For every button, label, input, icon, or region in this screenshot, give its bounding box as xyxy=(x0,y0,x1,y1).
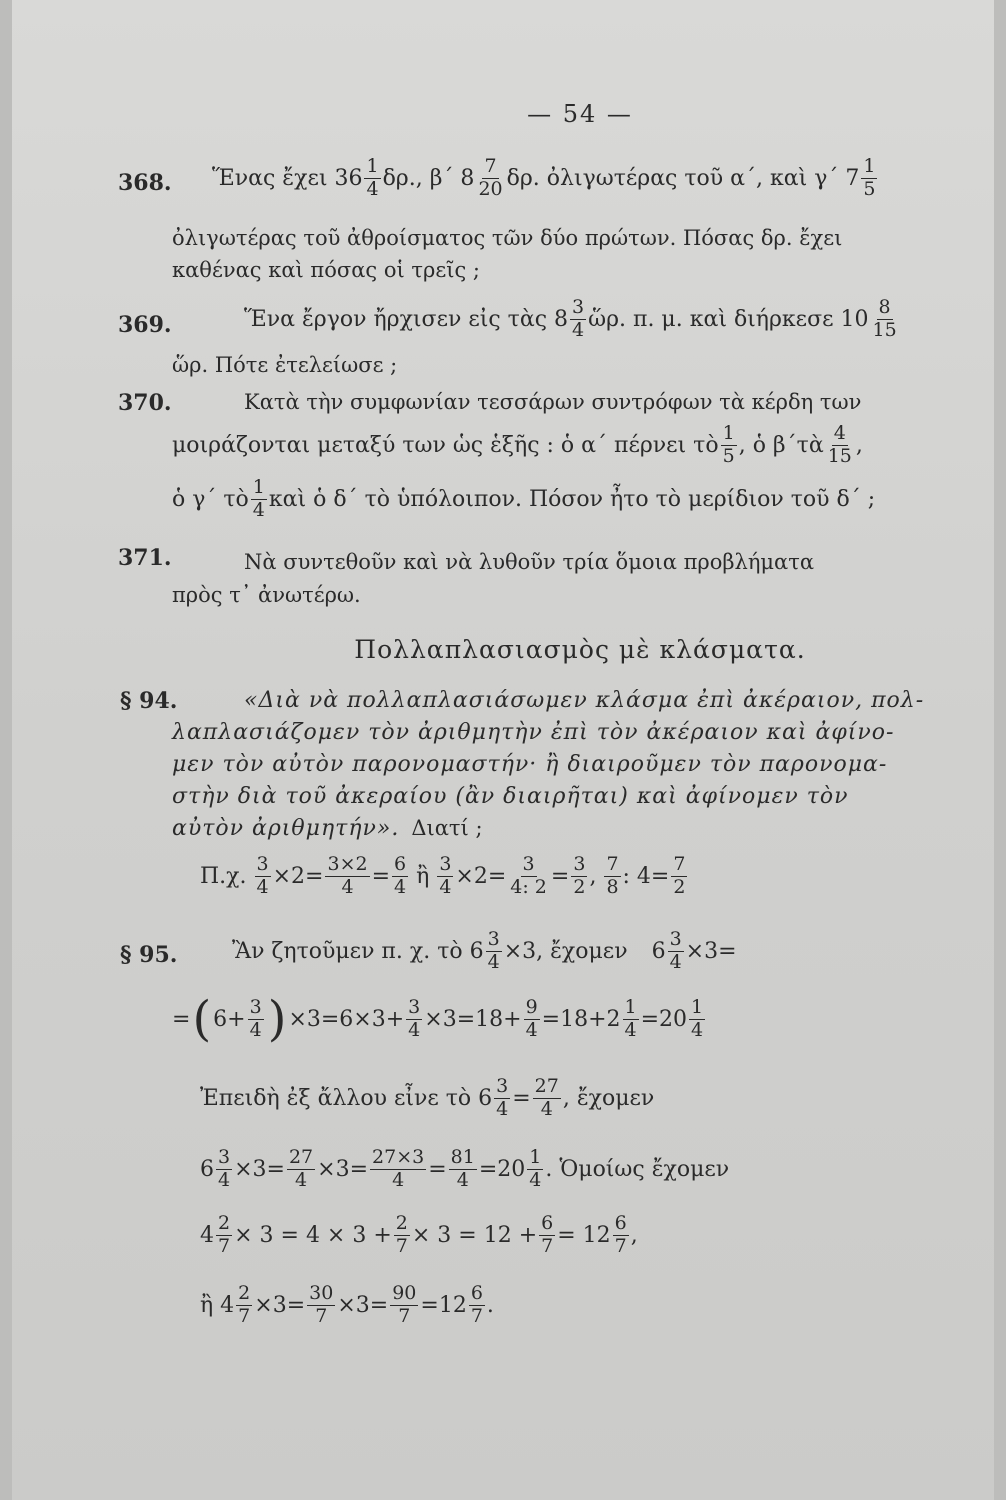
problem-370-line1: Κατὰ τὴν συμφωνίαν τεσσάρων συντρόφων τὰ κέρδη των xyxy=(244,390,862,414)
fraction: $\frac{6}{7}$ xyxy=(470,1282,483,1327)
fraction: $\frac{6}{7}$ xyxy=(614,1212,627,1257)
fraction: $\frac{3}{4}$ xyxy=(487,928,500,973)
section-95-line3: Ἐπειδὴ ἐξ ἄλλου εἶνε τὸ 6 $\frac{3}{4}$ = $\frac{27}{4}$ , ἔχομεν xyxy=(200,1075,655,1120)
fraction: $\frac{27}{4}$ xyxy=(288,1146,314,1191)
fraction: $\frac{3}{4}$ xyxy=(439,853,452,898)
fraction: $\frac{7}{20}$ xyxy=(478,155,503,200)
problem-371-line1: Νὰ συντεθοῦν καὶ νὰ λυθοῦν τρία ὅμοια προβλήματα xyxy=(244,550,815,574)
fraction: $\frac{1}{5}$ xyxy=(722,422,735,467)
problem-368-number: 368. xyxy=(118,170,172,196)
fraction: $\frac{9}{4}$ xyxy=(525,996,538,1041)
fraction: $\frac{6}{7}$ xyxy=(541,1212,554,1257)
fraction: $\frac{1}{5}$ xyxy=(863,155,876,200)
section-95-number: § 95. xyxy=(120,942,178,968)
problem-371-number: 371. xyxy=(118,545,172,571)
fraction: $\frac{90}{7}$ xyxy=(392,1282,417,1327)
fraction: $\frac{2}{7}$ xyxy=(218,1212,231,1257)
rule-line-2: λαπλασιάζομεν τὸν ἀριθμητὴν ἐπὶ τὸν ἀκέραιον καὶ ἀφίνο- xyxy=(172,720,895,745)
section-heading: Πολλαπλασιασμὸς μὲ κλάσματα. xyxy=(354,635,806,664)
problem-370-line3: ὁ γ΄ τὸ $\frac{1}{4}$ καὶ ὁ δ΄ τὸ ὑπόλοιπον. Πόσον ἦτο τὸ μερίδιον τοῦ δ΄ ; xyxy=(172,476,876,521)
fraction: $\frac{3\times 2}{4}$ xyxy=(327,853,368,898)
section-95-line4: 6 $\frac{3}{4}$ ×3= $\frac{27}{4}$ ×3= $\frac{27\times 3}{4}$ = $\frac{81}{4}$ =20 $\frac{1}{4}$ . Ὁμοίως ἔχομεν xyxy=(200,1146,730,1191)
fraction: $\frac{81}{4}$ xyxy=(450,1146,475,1191)
fraction: $\frac{1}{4}$ xyxy=(252,476,265,521)
problem-369-number: 369. xyxy=(118,312,172,338)
problem-369-line2: ὥρ. Πότε ἐτελείωσε ; xyxy=(172,353,398,377)
fraction: $\frac{2}{7}$ xyxy=(395,1212,408,1257)
section-94-number: § 94. xyxy=(120,688,178,714)
fraction: $\frac{1}{4}$ xyxy=(624,996,637,1041)
fraction: $\frac{3}{4}$ xyxy=(496,1075,509,1120)
rule-line-5: αὐτὸν ἀριθμητήν». Διατί ; xyxy=(172,816,483,841)
section-95-line6: ἢ 4 $\frac{2}{7}$ ×3= $\frac{30}{7}$ ×3= $\frac{90}{7}$ =12 $\frac{6}{7}$ . xyxy=(200,1282,494,1327)
fraction: $\frac{1}{4}$ xyxy=(366,155,379,200)
fraction: $\frac{3}{4}$ xyxy=(669,928,682,973)
fraction: $\frac{3}{4}$ xyxy=(572,296,585,341)
rule-line-1: «Διὰ νὰ πολλαπλασιάσωμεν κλάσμα ἐπὶ ἀκέραιον, πολ- xyxy=(244,688,925,713)
problem-368-line1: Ἕνας ἔχει 36 $\frac{1}{4}$ δρ., β΄ 8 $\frac{7}{20}$ δρ. ὀλιγωτέρας τοῦ α΄, καὶ γ΄ 7 $\frac{1}{5}$ xyxy=(212,155,876,200)
fraction: $\frac{3}{4}$ xyxy=(256,853,269,898)
rule-line-3: μεν τὸν αὐτὸν παρονομαστήν· ἢ διαιροῦμεν τὸν παρονομα- xyxy=(172,752,888,777)
section-95-line1: Ἂν ζητοῦμεν π. χ. τὸ 6 $\frac{3}{4}$ ×3, ἔχομεν 6 $\frac{3}{4}$ ×3= xyxy=(232,928,737,973)
fraction: $\frac{27}{4}$ xyxy=(534,1075,559,1120)
rule-line-4: στὴν διὰ τοῦ ἀκεραίου (ἂν διαιρῆται) καὶ ἀφίνομεν τὸν xyxy=(172,784,849,809)
problem-368-line2: ὀλιγωτέρας τοῦ ἀθροίσματος τῶν δύο πρώτων. Πόσας δρ. ἔχει xyxy=(172,226,843,250)
example-94: Π.χ. $\frac{3}{4}$ ×2= $\frac{3\times 2}{4}$ = $\frac{6}{4}$ ἢ $\frac{3}{4}$ ×2= $\frac{3}{4: 2}$ = $\frac{3}{2}$ , $\frac{7}{8}$ : 4= $\frac{7}{2}$ xyxy=(200,853,686,898)
fraction: $\frac{3}{4}$ xyxy=(408,996,421,1041)
problem-370-number: 370. xyxy=(118,390,172,416)
problem-370-line2: μοιράζονται μεταξύ των ὡς ἑξῆς : ὁ α΄ πέρνει τὸ $\frac{1}{5}$ , ὁ β΄τὰ $\frac{4}{15}$ , xyxy=(172,422,863,467)
page-right-edge xyxy=(994,0,1006,1500)
problem-369-line1: Ἕνα ἔργον ἤρχισεν εἰς τὰς 8 $\frac{3}{4}$ ὥρ. π. μ. καὶ διήρκεσε 10 $\frac{8}{15}$ xyxy=(244,296,897,341)
section-95-line5: 4 $\frac{2}{7}$ × 3 = 4 × 3 + $\frac{2}{7}$ × 3 = 12 + $\frac{6}{7}$ = 12 $\frac{6}{7}$ , xyxy=(200,1212,638,1257)
fraction: $\frac{7}{8}$ xyxy=(606,853,619,898)
fraction: $\frac{3}{4}$ xyxy=(249,996,262,1041)
fraction: $\frac{7}{2}$ xyxy=(673,853,686,898)
fraction: $\frac{4}{15}$ xyxy=(827,422,852,467)
page-left-edge xyxy=(0,0,12,1500)
fraction: $\frac{3}{4}$ xyxy=(218,1146,231,1191)
fraction: $\frac{2}{7}$ xyxy=(238,1282,251,1327)
fraction: $\frac{8}{15}$ xyxy=(872,296,897,341)
fraction: $\frac{27\times 3}{4}$ xyxy=(372,1146,425,1191)
fraction: $\frac{1}{4}$ xyxy=(529,1146,542,1191)
problem-371-line2: πρὸς τ᾽ ἀνωτέρω. xyxy=(172,583,361,607)
fraction: $\frac{30}{7}$ xyxy=(309,1282,334,1327)
fraction: $\frac{3}{2}$ xyxy=(573,853,586,898)
fraction: $\frac{6}{4}$ xyxy=(394,853,407,898)
problem-368-line3: καθένας καὶ πόσας οἱ τρεῖς ; xyxy=(172,258,480,282)
page-number: — 54 — xyxy=(527,100,633,128)
fraction: $\frac{1}{4}$ xyxy=(691,996,704,1041)
fraction: $\frac{3}{4: 2}$ xyxy=(510,853,547,898)
section-95-line2: = ( 6+ $\frac{3}{4}$ ) ×3=6×3+ $\frac{3}{4}$ ×3=18+ $\frac{9}{4}$ =18+2 $\frac{1}{4}$ =20 $\frac{1}{4}$ xyxy=(172,991,704,1048)
